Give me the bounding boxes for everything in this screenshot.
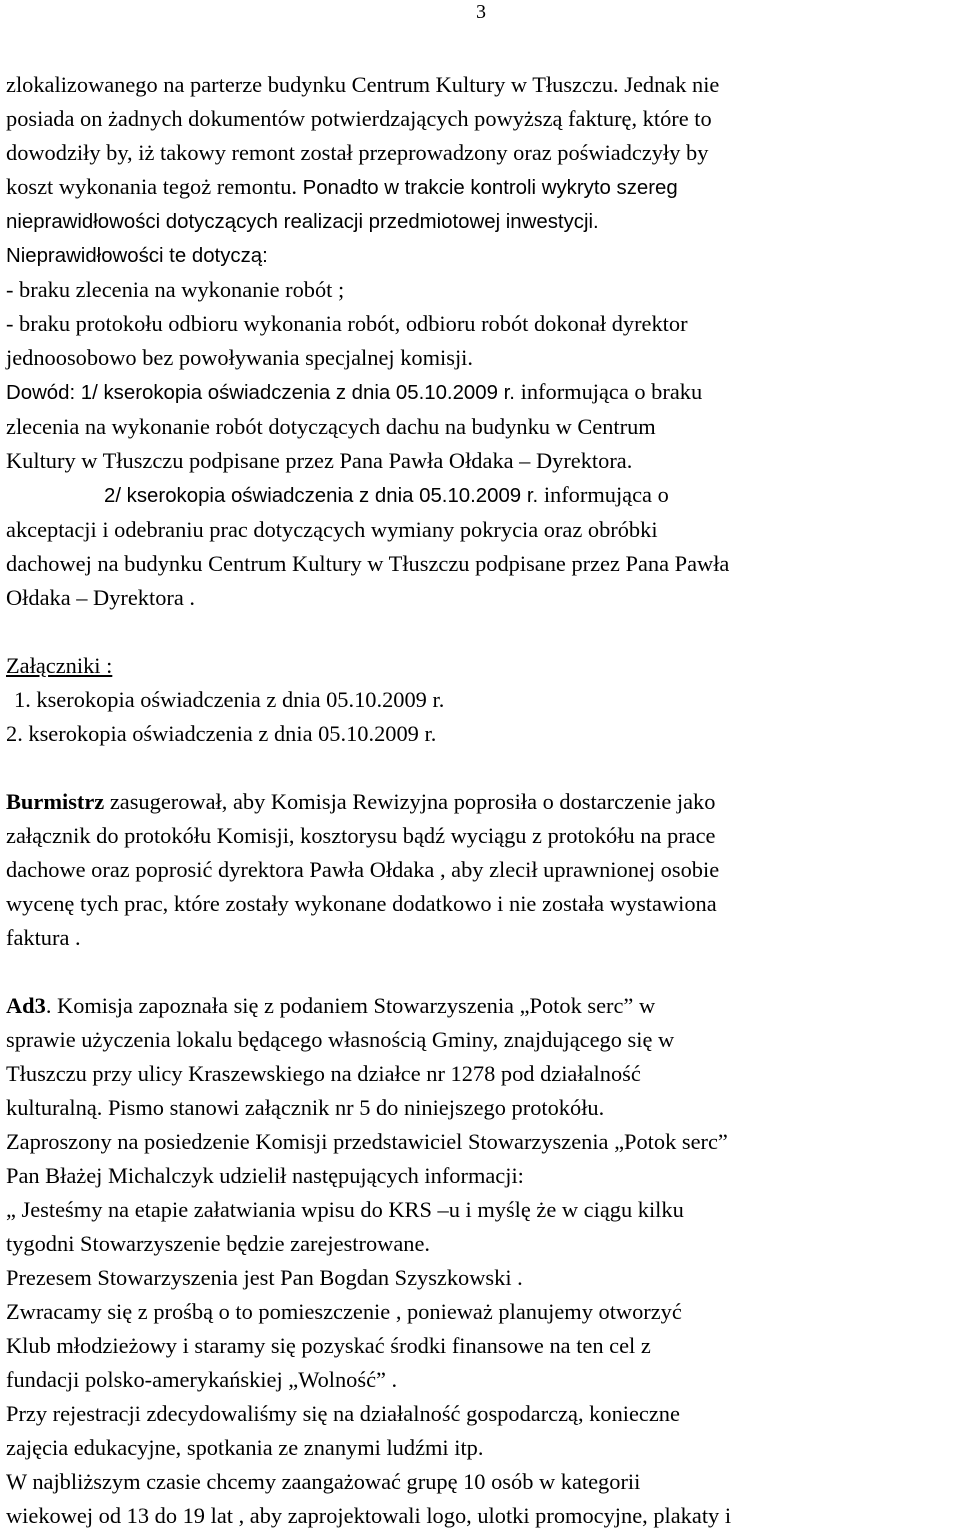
- text-line: [6, 375, 960, 410]
- mayor-suggestion: [6, 785, 960, 955]
- text-line: Tłuszczu przy ulicy Kraszewskiego na działce nr 1278 pod działalność: [6, 1061, 641, 1086]
- text-span: informująca o braku: [520, 379, 703, 404]
- text-span: Ponadto w trakcie kontroli wykryto szereg: [302, 177, 678, 199]
- text-line: „ Jesteśmy na etapie załatwiania wpisu do KRS –u i myślę że w ciągu kilku: [6, 1197, 684, 1222]
- text-line: akceptacji i odebraniu prac dotyczących wymiany pokrycia oraz obróbki: [6, 517, 658, 542]
- text-line: jednoosobowo bez powoływania specjalnej komisji.: [6, 345, 473, 370]
- text-span: informująca o: [543, 482, 669, 507]
- text-line: faktura .: [6, 925, 81, 950]
- text-line: zlokalizowanego na parterze budynku Centrum Kultury w Tłuszczu. Jednak nie: [6, 72, 720, 97]
- text-line: Ołdaka – Dyrektora .: [6, 585, 196, 610]
- text-span: . Komisja zapoznała się z podaniem Stowarzyszenia „Potok serc” w: [45, 993, 656, 1018]
- inspection-findings: [6, 68, 960, 615]
- text-line: [6, 478, 960, 513]
- agenda-item-3: [6, 989, 960, 1533]
- text-line: Kultury w Tłuszczu podpisane przez Pana Pawła Ołdaka – Dyrektora.: [6, 448, 633, 473]
- spacer: [6, 751, 960, 785]
- text-line: zajęcia edukacyjne, spotkania ze znanymi ludźmi itp.: [6, 1435, 484, 1460]
- text-line: wycenę tych prac, które zostały wykonane dodatkowo i nie została wystawiona: [6, 891, 717, 916]
- agenda-label: Ad3: [6, 993, 46, 1018]
- text-line: zlecenia na wykonanie robót dotyczących dachu na budynku w Centrum: [6, 414, 656, 439]
- spacer: [6, 955, 960, 989]
- text-line: Pan Błażej Michalczyk udzielił następujących informacji:: [6, 1163, 524, 1188]
- text-span: 2/ kserokopia oświadczenia z dnia 05.10.2009 r.: [104, 485, 544, 507]
- text-line: załącznik do protokółu Komisji, kosztorysu bądź wyciągu z protokółu na prace: [6, 823, 716, 848]
- text-line: sprawie użyczenia lokalu będącego własnością Gminy, znajdującego się w: [6, 1027, 675, 1052]
- document-body: [6, 68, 960, 1533]
- text-span: koszt wykonania tegoż remontu.: [6, 174, 303, 199]
- attachments-heading: Załączniki :: [6, 653, 113, 678]
- page-number: 3: [476, 1, 486, 23]
- text-line: - braku protokołu odbioru wykonania robót, odbioru robót dokonał dyrektor: [6, 311, 688, 336]
- text-span: Dowód: 1/ kserokopia oświadczenia z dnia 05.10.2009 r.: [6, 382, 521, 404]
- text-span: zasugerował, aby Komisja Rewizyjna poprosiła o dostarczenie jako: [104, 789, 716, 814]
- text-line: [6, 989, 960, 1023]
- text-line: tygodni Stowarzyszenie będzie zarejestrowane.: [6, 1231, 431, 1256]
- attachments-section: [6, 649, 960, 751]
- text-line: dachowe oraz poprosić dyrektora Pawła Ołdaka , aby zlecił uprawnionej osobie: [6, 857, 720, 882]
- attachment-item: 2. kserokopia oświadczenia z dnia 05.10.2009 r.: [6, 721, 437, 746]
- text-line: [6, 785, 960, 819]
- text-line: Nieprawidłowości te dotyczą:: [6, 245, 268, 267]
- attachment-item: 1. kserokopia oświadczenia z dnia 05.10.2009 r.: [14, 687, 445, 712]
- text-line: fundacji polsko-amerykańskiej „Wolność” .: [6, 1367, 398, 1392]
- text-line: wiekowej od 13 do 19 lat , aby zaprojektowali logo, ulotki promocyjne, plakaty i: [6, 1503, 732, 1528]
- text-line: [6, 170, 960, 205]
- text-line: nieprawidłowości dotyczących realizacji przedmiotowej inwestycji.: [6, 211, 599, 233]
- text-line: dowodziły by, iż takowy remont został przeprowadzony oraz poświadczyły by: [6, 140, 709, 165]
- text-line: Zwracamy się z prośbą o to pomieszczenie , ponieważ planujemy otworzyć: [6, 1299, 682, 1324]
- text-line: Klub młodzieżowy i staramy się pozyskać środki finansowe na ten cel z: [6, 1333, 651, 1358]
- text-line: kulturalną. Pismo stanowi załącznik nr 5 do niniejszego protokółu.: [6, 1095, 605, 1120]
- spacer: [6, 615, 960, 649]
- speaker-label: Burmistrz: [6, 789, 105, 814]
- text-line: Zaproszony na posiedzenie Komisji przedstawiciel Stowarzyszenia „Potok serc”: [6, 1129, 728, 1154]
- text-line: posiada on żadnych dokumentów potwierdzających powyższą fakturę, które to: [6, 106, 712, 131]
- text-line: Przy rejestracji zdecydowaliśmy się na działalność gospodarczą, konieczne: [6, 1401, 680, 1426]
- text-line: Prezesem Stowarzyszenia jest Pan Bogdan Szyszkowski .: [6, 1265, 523, 1290]
- text-line: - braku zlecenia na wykonanie robót ;: [6, 277, 345, 302]
- text-line: dachowej na budynku Centrum Kultury w Tłuszczu podpisane przez Pana Pawła: [6, 551, 730, 576]
- text-line: W najbliższym czasie chcemy zaangażować grupę 10 osób w kategorii: [6, 1469, 641, 1494]
